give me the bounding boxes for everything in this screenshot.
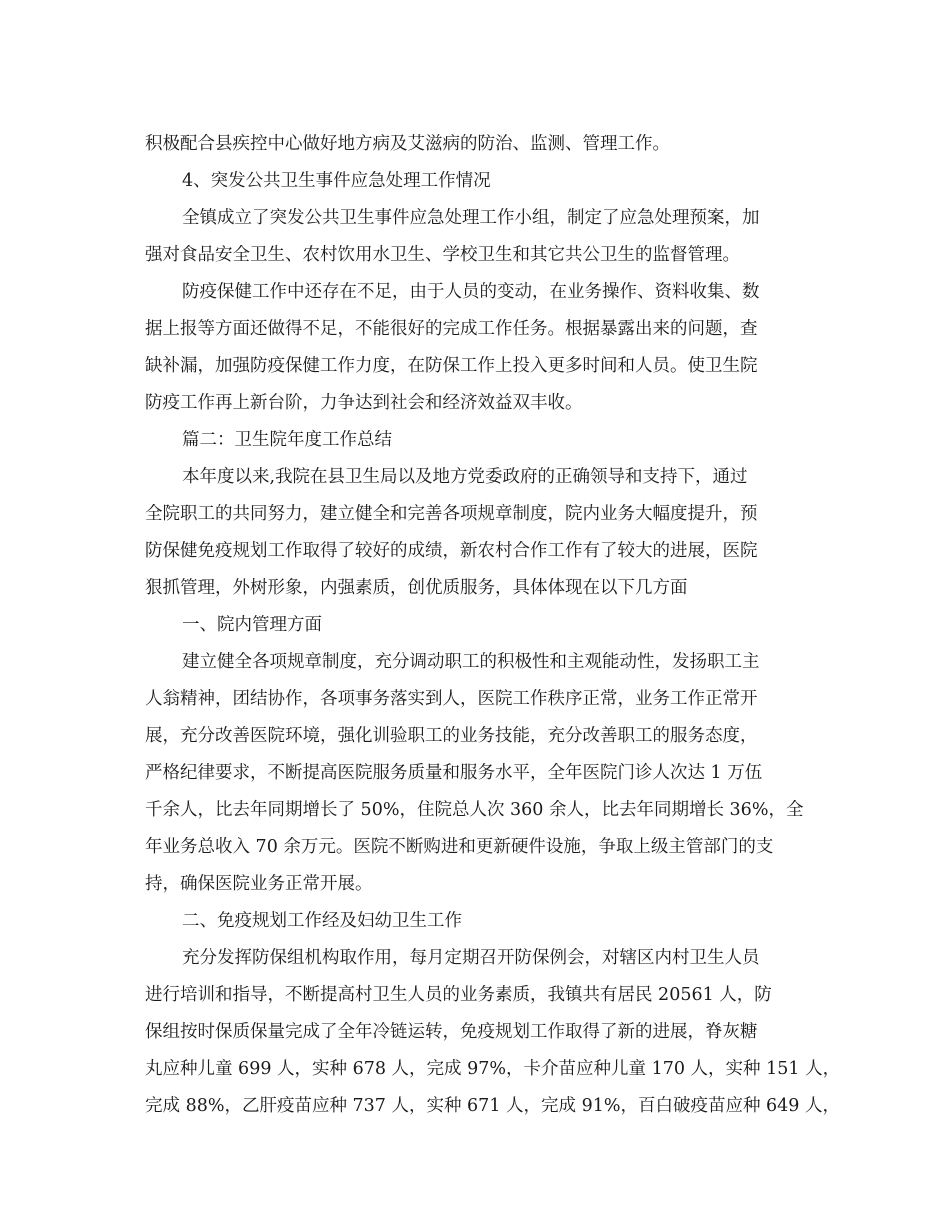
section-heading: 4、突发公共卫生事件应急处理工作情况: [182, 171, 491, 191]
text-line: 全镇成立了突发公共卫生事件应急处理工作小组，制定了应急处理预案，加: [182, 208, 760, 228]
text-line: 展，充分改善医院环境，强化训验职工的业务技能，充分改善职工的服务态度，: [145, 726, 758, 746]
text-line: 防疫工作再上新台阶，力争达到社会和经济效益双丰收。: [145, 393, 583, 413]
text-line: 本年度以来,我院在县卫生局以及地方党委政府的正确领导和支持下，通过: [182, 467, 748, 487]
text-line: 持，确保医院业务正常开展。: [145, 874, 373, 894]
section-heading: 二、免疫规划工作经及妇幼卫生工作: [182, 911, 462, 931]
text-line: 防保健免疫规划工作取得了较好的成绩，新农村合作工作有了较大的进展，医院: [145, 541, 758, 561]
text-line: 建立健全各项规章制度，充分调动职工的积极性和主观能动性，发扬职工主: [182, 652, 760, 672]
text-line: 积极配合县疾控中心做好地方病及艾滋病的防治、监测、管理工作。: [145, 134, 670, 154]
text-line: 防疫保健工作中还存在不足，由于人员的变动，在业务操作、资料收集、数: [182, 282, 760, 302]
text-line: 全院职工的共同努力，建立健全和完善各项规章制度，院内业务大幅度提升，预: [145, 504, 758, 524]
text-line: 千余人，比去年同期增长了 50%，住院总人次 360 余人，比去年同期增长 36%，全: [145, 800, 804, 820]
text-line: 完成 88%，乙肝疫苗应种 737 人，实种 671 人，完成 91%，百白破疫苗应种 649 人，: [145, 1096, 840, 1116]
text-line: 据上报等方面还做得不足，不能很好的完成工作任务。根据暴露出来的问题，查: [145, 319, 758, 339]
text-line: 狠抓管理，外树形象，内强素质，创优质服务，具体体现在以下几方面: [145, 578, 688, 598]
text-line: 年业务总收入 70 余万元。医院不断购进和更新硬件设施，争取上级主管部门的支: [145, 837, 774, 857]
section-heading: 一、院内管理方面: [182, 615, 322, 635]
document-body: [145, 126, 841, 1125]
text-line: 人翁精神，团结协作，各项事务落实到人，医院工作秩序正常，业务工作正常开: [145, 689, 758, 709]
text-line: 充分发挥防保组机构取作用，每月定期召开防保例会，对辖区内村卫生人员: [182, 948, 760, 968]
text-line: 缺补漏，加强防疫保健工作力度，在防保工作上投入更多时间和人员。使卫生院: [145, 356, 758, 376]
text-line: 丸应种儿童 699 人，实种 678 人，完成 97%，卡介苗应种儿童 170 人，实种 151 人，: [145, 1059, 841, 1079]
text-block: [145, 126, 841, 1125]
text-line: 严格纪律要求，不断提高医院服务质量和服务水平，全年医院门诊人次达 1 万伍: [145, 763, 763, 783]
article-title: 篇二：卫生院年度工作总结: [182, 430, 392, 450]
text-line: 进行培训和指导，不断提高村卫生人员的业务素质，我镇共有居民 20561 人，防: [145, 985, 772, 1005]
text-line: 保组按时保质保量完成了全年冷链运转，免疫规划工作取得了新的进展，脊灰糖: [145, 1022, 758, 1042]
text-line: 强对食品安全卫生、农村饮用水卫生、学校卫生和其它共公卫生的监督管理。: [145, 245, 740, 265]
